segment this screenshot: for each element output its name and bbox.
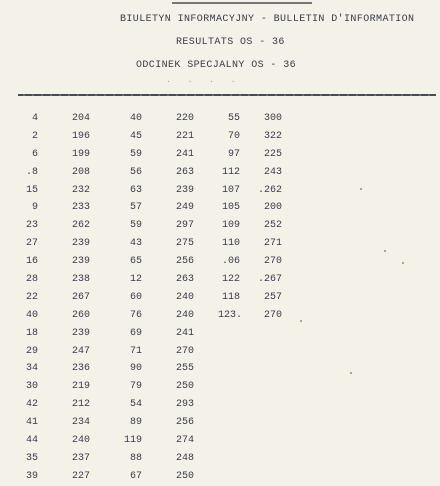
result-value: 262 (71, 220, 90, 232)
car-number: 34 (25, 363, 38, 375)
result-row (218, 146, 282, 164)
car-number: 43 (129, 238, 142, 250)
result-row (14, 199, 90, 217)
result-value: 239 (71, 238, 90, 250)
car-number: 65 (129, 256, 142, 268)
results-column-1 (14, 110, 90, 486)
car-number: 16 (25, 256, 38, 268)
result-row (14, 128, 90, 146)
result-row (14, 235, 90, 253)
car-number: 76 (129, 309, 142, 321)
car-number: 18 (25, 327, 38, 339)
result-row (14, 253, 90, 271)
speck (300, 320, 302, 322)
car-number: 39 (25, 470, 38, 482)
result-row (218, 307, 282, 325)
car-number: 122 (221, 274, 240, 286)
car-number: 35 (25, 452, 38, 464)
car-number: 42 (25, 399, 38, 411)
car-number: 41 (25, 417, 38, 429)
header-divider (18, 94, 436, 96)
result-row (120, 146, 194, 164)
result-row (120, 450, 194, 468)
result-value: 237 (71, 452, 90, 464)
car-number: 23 (25, 220, 38, 232)
result-value: 271 (263, 238, 282, 250)
result-value: 239 (71, 327, 90, 339)
result-value: 322 (263, 130, 282, 142)
car-number: 45 (129, 130, 142, 142)
result-row (14, 110, 90, 128)
result-value: 252 (263, 220, 282, 232)
result-row (14, 325, 90, 343)
result-row (14, 271, 90, 289)
result-value: 239 (71, 256, 90, 268)
result-value: 249 (175, 202, 194, 214)
result-row (218, 182, 282, 200)
result-row (14, 378, 90, 396)
result-value: 263 (175, 274, 194, 286)
result-value: 243 (263, 166, 282, 178)
car-number: 12 (129, 274, 142, 286)
car-number: 15 (25, 184, 38, 196)
car-number: 55 (227, 113, 240, 124)
result-row (218, 217, 282, 235)
result-value: 219 (71, 381, 90, 393)
car-number: 109 (221, 220, 240, 232)
result-value: 250 (175, 470, 194, 482)
car-number: 79 (129, 381, 142, 393)
result-value: 240 (175, 291, 194, 303)
result-row (120, 432, 194, 450)
result-value: 275 (175, 238, 194, 250)
result-value: 220 (175, 113, 194, 124)
result-row (14, 468, 90, 486)
speck (350, 372, 352, 374)
result-value: 204 (71, 113, 90, 124)
result-row (120, 468, 194, 486)
car-number: 56 (129, 166, 142, 178)
result-value: 227 (71, 470, 90, 482)
result-value: 270 (263, 309, 282, 321)
result-row (14, 414, 90, 432)
car-number: 57 (129, 202, 142, 214)
car-number: 119 (123, 435, 142, 447)
result-value: 255 (175, 363, 194, 375)
result-value: .262 (257, 184, 282, 196)
result-row (218, 128, 282, 146)
speck (384, 250, 386, 252)
car-number: 89 (129, 417, 142, 429)
result-row (218, 199, 282, 217)
result-row (14, 360, 90, 378)
results-column-3 (218, 110, 282, 325)
result-row (14, 146, 90, 164)
result-value: 236 (71, 363, 90, 375)
bulletin-title: BIULETYN INFORMACYJNY - BULLETIN D'INFORMATION (120, 14, 415, 25)
car-number: 59 (129, 220, 142, 232)
result-row (120, 289, 194, 307)
result-value: 225 (263, 148, 282, 160)
result-value: 200 (263, 202, 282, 214)
result-row (14, 289, 90, 307)
car-number: 30 (25, 381, 38, 393)
result-value: 234 (71, 417, 90, 429)
result-row (120, 199, 194, 217)
result-row (120, 164, 194, 182)
result-row (120, 396, 194, 414)
result-row (120, 182, 194, 200)
result-row (14, 396, 90, 414)
car-number: 69 (129, 327, 142, 339)
result-row (120, 325, 194, 343)
car-number: 112 (221, 166, 240, 178)
result-value: 212 (71, 399, 90, 411)
result-value: 250 (175, 381, 194, 393)
result-row (14, 343, 90, 361)
car-number: 71 (129, 345, 142, 357)
result-row (120, 128, 194, 146)
result-value: 241 (175, 327, 194, 339)
result-value: 241 (175, 148, 194, 160)
car-number: 70 (227, 130, 240, 142)
result-row (120, 217, 194, 235)
result-row (120, 378, 194, 396)
result-value: 233 (71, 202, 90, 214)
car-number: 63 (129, 184, 142, 196)
result-row (218, 271, 282, 289)
result-value: 248 (175, 452, 194, 464)
car-number: 28 (25, 274, 38, 286)
result-row (120, 235, 194, 253)
result-row (120, 343, 194, 361)
result-value: 260 (71, 309, 90, 321)
result-row (120, 110, 194, 128)
result-value: 221 (175, 130, 194, 142)
car-number: 44 (25, 435, 38, 447)
car-number: 88 (129, 452, 142, 464)
result-value: 247 (71, 345, 90, 357)
car-number: 29 (25, 345, 38, 357)
car-number: 105 (221, 202, 240, 214)
result-value: 270 (263, 256, 282, 268)
car-number: 40 (129, 113, 142, 124)
result-value: 293 (175, 399, 194, 411)
result-row (120, 307, 194, 325)
special-stage-title: ODCINEK SPECJALNY OS - 36 (136, 60, 297, 71)
results-title: RESULTATS OS - 36 (176, 37, 285, 48)
car-number: 2 (31, 130, 38, 142)
result-value: .267 (257, 274, 282, 286)
result-row (218, 110, 282, 128)
car-number: 67 (129, 470, 142, 482)
result-value: 270 (175, 345, 194, 357)
top-rule (172, 2, 312, 4)
result-value: 196 (71, 130, 90, 142)
result-value: 257 (263, 291, 282, 303)
car-number: 118 (221, 291, 240, 303)
car-number: 90 (129, 363, 142, 375)
result-row (120, 253, 194, 271)
result-value: 239 (175, 184, 194, 196)
result-row (14, 307, 90, 325)
result-row (120, 271, 194, 289)
faint-underline-marks: . . . . (166, 76, 242, 85)
result-row (218, 164, 282, 182)
result-value: 199 (71, 148, 90, 160)
car-number: 107 (221, 184, 240, 196)
result-value: 256 (175, 417, 194, 429)
result-value: 238 (71, 274, 90, 286)
result-value: 208 (71, 166, 90, 178)
car-number: 27 (25, 238, 38, 250)
result-value: 232 (71, 184, 90, 196)
car-number: 60 (129, 291, 142, 303)
result-row (218, 235, 282, 253)
result-row (14, 432, 90, 450)
car-number: .06 (221, 256, 240, 268)
car-number: 97 (227, 148, 240, 160)
car-number: 4 (31, 113, 38, 124)
result-value: 274 (175, 435, 194, 447)
car-number: 110 (221, 238, 240, 250)
result-value: 256 (175, 256, 194, 268)
car-number: 123. (218, 309, 243, 321)
result-value: 240 (71, 435, 90, 447)
speck (360, 188, 362, 190)
result-row (120, 360, 194, 378)
car-number: 22 (25, 291, 38, 303)
speck (402, 262, 404, 264)
car-number: 40 (25, 309, 38, 321)
car-number: 9 (31, 202, 38, 214)
result-value: 263 (175, 166, 194, 178)
result-row (14, 450, 90, 468)
result-row (14, 164, 90, 182)
result-value: 240 (175, 309, 194, 321)
result-row (120, 414, 194, 432)
result-value: 300 (263, 113, 282, 124)
car-number: 59 (129, 148, 142, 160)
result-row (218, 289, 282, 307)
result-value: 267 (71, 291, 90, 303)
result-row (14, 217, 90, 235)
result-value: 297 (175, 220, 194, 232)
result-row (14, 182, 90, 200)
car-number: .8 (25, 166, 38, 178)
car-number: 54 (129, 399, 142, 411)
results-column-2 (120, 110, 194, 486)
car-number: 6 (31, 148, 38, 160)
result-row (218, 253, 282, 271)
